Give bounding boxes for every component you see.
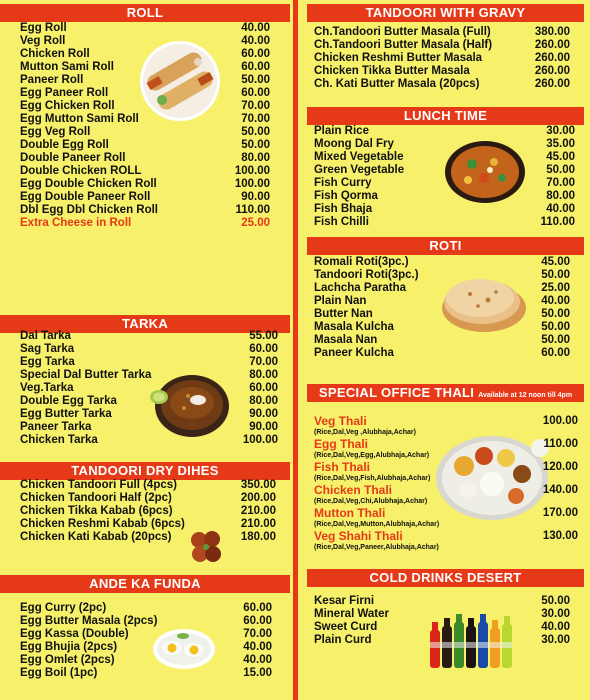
item-name: Double Paneer Roll: [20, 152, 126, 164]
item-name: Veg Roll: [20, 35, 66, 47]
thali-list: [314, 415, 578, 553]
item-price: 30.00: [546, 125, 575, 137]
tandoori-gravy-list: [314, 26, 570, 91]
item-name: Mutton Thali: [314, 506, 386, 520]
item-name: Egg Roll: [20, 22, 67, 34]
item-name: Egg Double Chicken Roll: [20, 178, 157, 190]
menu-item: [20, 165, 270, 178]
menu-item: [314, 65, 570, 78]
column-divider: [293, 0, 298, 700]
menu-item: [20, 531, 276, 544]
item-price: 60.00: [241, 48, 270, 60]
drinks-header: [307, 569, 584, 587]
item-price: 50.00: [241, 74, 270, 86]
item-description: (Rice,Dal,Veg,Egg,Alubhaja,Achar): [314, 452, 430, 459]
item-name: Sag Tarka: [20, 343, 75, 355]
item-price: 60.00: [241, 87, 270, 99]
menu-item: [20, 22, 270, 35]
item-name: Chicken Roll: [20, 48, 90, 60]
menu-item: [314, 484, 578, 507]
item-price: 260.00: [534, 52, 570, 64]
item-name: Plain Curd: [314, 634, 372, 646]
item-price: 60.00: [249, 343, 278, 355]
item-price: 90.00: [249, 421, 278, 433]
item-price: 50.00: [541, 595, 570, 607]
item-price: 45.00: [541, 256, 570, 268]
item-name: Egg Mutton Sami Roll: [20, 113, 139, 125]
menu-item: [314, 347, 570, 360]
item-price: 25.00: [541, 282, 570, 294]
item-name: Green Vegetable: [314, 164, 405, 176]
menu-item: [20, 492, 276, 505]
item-description: (Rice,Dal,Veg,Chi,Alubhaja,Achar): [314, 498, 428, 505]
lunch-title: LUNCH TIME: [403, 108, 488, 123]
item-description: (Rice,Dal,Veg,Mutton,Alubhaja,Achar): [314, 521, 440, 528]
item-price: 60.00: [243, 602, 272, 614]
item-price: 40.00: [243, 654, 272, 666]
item-name: Masala Kulcha: [314, 321, 394, 333]
item-price: 130.00: [542, 530, 578, 542]
lunch-food-image: [444, 140, 526, 204]
tandoori-dry-header: [0, 462, 290, 480]
item-name: Egg Boil (1pc): [20, 667, 98, 679]
item-name: Dal Tarka: [20, 330, 71, 342]
menu-item: [314, 26, 570, 39]
item-price: 40.00: [541, 621, 570, 633]
thali-title: SPECIAL OFFICE THALI: [318, 385, 475, 400]
item-price: 90.00: [249, 408, 278, 420]
item-price: 100.00: [234, 165, 270, 177]
item-price: 170.00: [542, 507, 578, 519]
item-price: 260.00: [534, 65, 570, 77]
item-price: 70.00: [243, 628, 272, 640]
menu-item: [20, 641, 272, 654]
menu-item: [314, 595, 570, 608]
menu-item: [314, 507, 578, 530]
ande-header: [0, 575, 290, 593]
menu-item: [314, 78, 570, 91]
menu-item: [20, 139, 270, 152]
roti-header: [307, 237, 584, 255]
item-price: 110.00: [540, 216, 575, 228]
roll-food-image: [136, 40, 224, 122]
item-name: Veg Shahi Thali: [314, 529, 403, 543]
item-name: Egg Thali: [314, 437, 368, 451]
item-name: Egg Omlet (2pcs): [20, 654, 115, 666]
menu-item: [20, 204, 270, 217]
lunch-header: [307, 107, 584, 125]
egg-food-image: [152, 626, 216, 670]
menu-item: [314, 39, 570, 52]
item-price: 110.00: [543, 438, 578, 450]
item-name: Chicken Tandoori Half (2pc): [20, 492, 172, 504]
item-name: Kesar Firni: [314, 595, 375, 607]
menu-item: [20, 191, 270, 204]
kabab-food-image: [188, 528, 224, 566]
item-price: 15.00: [243, 667, 272, 679]
item-name: Egg Chicken Roll: [20, 100, 115, 112]
menu-item: [314, 216, 575, 229]
item-name: Moong Dal Fry: [314, 138, 394, 150]
tandoori-dry-list: [20, 479, 276, 544]
item-name: Double Chicken ROLL: [20, 165, 142, 177]
item-price: 50.00: [541, 334, 570, 346]
menu-item: [314, 52, 570, 65]
menu-item: [20, 667, 272, 680]
roll-header: [0, 4, 290, 22]
item-price: 60.00: [249, 382, 278, 394]
item-price: 80.00: [249, 369, 278, 381]
item-price: 50.00: [541, 269, 570, 281]
item-name: Egg Paneer Roll: [20, 87, 109, 99]
item-price: 200.00: [240, 492, 276, 504]
item-price: 350.00: [240, 479, 276, 491]
menu-item: [314, 438, 578, 461]
item-name: Paneer Roll: [20, 74, 84, 86]
menu-item: [20, 152, 270, 165]
item-price: 25.00: [241, 217, 270, 229]
item-price: 70.00: [241, 113, 270, 125]
ande-title: ANDE KA FUNDA: [89, 576, 201, 591]
item-name: Masala Nan: [314, 334, 378, 346]
menu-item: [20, 217, 270, 230]
item-price: 110.00: [235, 204, 270, 216]
item-name: Romali Roti(3pc.): [314, 256, 409, 268]
tandoori-dry-title: TANDOORI DRY DIHES: [71, 463, 219, 478]
item-name: Chicken Kati Kabab (20pcs): [20, 531, 172, 543]
menu-item: [20, 602, 272, 615]
menu-item: [314, 415, 578, 438]
menu-item: [314, 461, 578, 484]
item-name: Chicken Tandoori Full (4pcs): [20, 479, 177, 491]
item-name: Chicken Reshmi Butter Masala: [314, 52, 483, 64]
menu-item: [20, 479, 276, 492]
item-name: Egg Butter Masala (2pcs): [20, 615, 158, 627]
item-price: 40.00: [546, 203, 575, 215]
item-name: Plain Nan: [314, 295, 367, 307]
menu-item: [20, 356, 278, 369]
roll-title: ROLL: [126, 5, 164, 20]
item-price: 260.00: [534, 39, 570, 51]
item-name: Egg Double Paneer Roll: [20, 191, 151, 203]
item-price: 120.00: [542, 461, 578, 473]
menu-item: [314, 203, 575, 216]
item-name: Chicken Tikka Kabab (6pcs): [20, 505, 173, 517]
item-name: Double Egg Tarka: [20, 395, 117, 407]
menu-item: [314, 530, 578, 553]
item-price: 40.00: [241, 35, 270, 47]
item-name: Egg Curry (2pc): [20, 602, 107, 614]
item-description: (Rice,Dal,Veg ,Alubhaja,Achar): [314, 429, 416, 436]
item-name: Sweet Curd: [314, 621, 378, 633]
drinks-image: [428, 608, 520, 670]
item-price: 260.00: [534, 78, 570, 90]
item-price: 90.00: [241, 191, 270, 203]
ande-list: [20, 602, 272, 680]
item-price: 50.00: [541, 321, 570, 333]
item-price: 70.00: [249, 356, 278, 368]
tandoori-gravy-header: [307, 4, 584, 22]
item-name: Ch.Tandoori Butter Masala (Half): [314, 39, 493, 51]
item-price: 30.00: [541, 608, 570, 620]
tarka-title: TARKA: [121, 316, 169, 331]
item-price: 40.00: [243, 641, 272, 653]
item-price: 70.00: [546, 177, 575, 189]
item-name: Egg Tarka: [20, 356, 75, 368]
item-price: 50.00: [546, 164, 575, 176]
item-name: Mutton Sami Roll: [20, 61, 114, 73]
item-name: Mineral Water: [314, 608, 389, 620]
item-price: 100.00: [234, 178, 270, 190]
item-price: 35.00: [546, 138, 575, 150]
roti-food-image: [440, 272, 528, 334]
item-price: 60.00: [241, 61, 270, 73]
item-price: 180.00: [240, 531, 276, 543]
item-price: 50.00: [241, 126, 270, 138]
item-name: Lachcha Paratha: [314, 282, 407, 294]
menu-item: [20, 330, 278, 343]
item-description: (Rice,Dal,Veg,Paneer,Alubhaja,Achar): [314, 544, 439, 551]
menu-item: [314, 125, 575, 138]
item-price: 100.00: [242, 434, 278, 446]
item-name: Butter Nan: [314, 308, 373, 320]
menu-item: [20, 343, 278, 356]
item-name: Veg.Tarka: [20, 382, 74, 394]
item-name: Egg Butter Tarka: [20, 408, 112, 420]
menu-item: [20, 615, 272, 628]
menu-item: [314, 334, 570, 347]
item-name: Plain Rice: [314, 125, 369, 137]
thali-availability: Available at 12 noon till 4pm: [478, 392, 573, 399]
item-name: Fish Thali: [314, 460, 371, 474]
item-name: Extra Cheese in Roll: [20, 217, 132, 229]
drinks-title: COLD DRINKS DESERT: [369, 570, 522, 585]
item-price: 50.00: [541, 308, 570, 320]
item-price: 80.00: [546, 190, 575, 202]
roti-title: ROTI: [429, 238, 462, 253]
item-price: 40.00: [241, 22, 270, 34]
item-name: Ch. Kati Butter Masala (20pcs): [314, 78, 480, 90]
menu-item: [314, 256, 570, 269]
item-price: 60.00: [541, 347, 570, 359]
tarka-food-image: [148, 370, 230, 440]
tandoori-gravy-title: TANDOORI WITH GRAVY: [365, 5, 526, 20]
thali-header: [307, 384, 584, 402]
menu-item: [20, 654, 272, 667]
item-name: Egg Bhujia (2pcs): [20, 641, 118, 653]
menu-item: [20, 628, 272, 641]
item-name: Egg Veg Roll: [20, 126, 91, 138]
item-name: Fish Qorma: [314, 190, 378, 202]
item-price: 55.00: [249, 330, 278, 342]
item-name: Fish Bhaja: [314, 203, 373, 215]
item-name: Double Egg Roll: [20, 139, 109, 151]
item-price: 140.00: [542, 484, 578, 496]
item-price: 210.00: [240, 518, 276, 530]
item-price: 100.00: [542, 415, 578, 427]
item-price: 210.00: [240, 505, 276, 517]
menu-item: [20, 178, 270, 191]
item-name: Special Dal Butter Tarka: [20, 369, 152, 381]
item-name: Fish Curry: [314, 177, 372, 189]
item-name: Mixed Vegetable: [314, 151, 404, 163]
item-name: Tandoori Roti(3pc.): [314, 269, 419, 281]
item-name: Paneer Kulcha: [314, 347, 394, 359]
item-price: 380.00: [534, 26, 570, 38]
item-price: 30.00: [541, 634, 570, 646]
item-price: 60.00: [243, 615, 272, 627]
item-price: 80.00: [249, 395, 278, 407]
item-name: Chicken Tarka: [20, 434, 98, 446]
item-name: Paneer Tarka: [20, 421, 92, 433]
item-price: 40.00: [541, 295, 570, 307]
item-description: (Rice,Dal,Veg,Fish,Alubhaja,Achar): [314, 475, 431, 482]
item-price: 50.00: [241, 139, 270, 151]
item-name: Egg Kassa (Double): [20, 628, 129, 640]
item-name: Veg Thali: [314, 414, 367, 428]
menu-item: [20, 505, 276, 518]
item-name: Chicken Tikka Butter Masala: [314, 65, 470, 77]
item-name: Chicken Thali: [314, 483, 393, 497]
menu-item: [20, 518, 276, 531]
item-name: Ch.Tandoori Butter Masala (Full): [314, 26, 491, 38]
item-name: Chicken Reshmi Kabab (6pcs): [20, 518, 185, 530]
menu-item: [20, 126, 270, 139]
item-price: 70.00: [241, 100, 270, 112]
item-price: 80.00: [241, 152, 270, 164]
item-price: 45.00: [546, 151, 575, 163]
item-name: Fish Chilli: [314, 216, 369, 228]
item-name: Dbl Egg Dbl Chicken Roll: [20, 204, 159, 216]
